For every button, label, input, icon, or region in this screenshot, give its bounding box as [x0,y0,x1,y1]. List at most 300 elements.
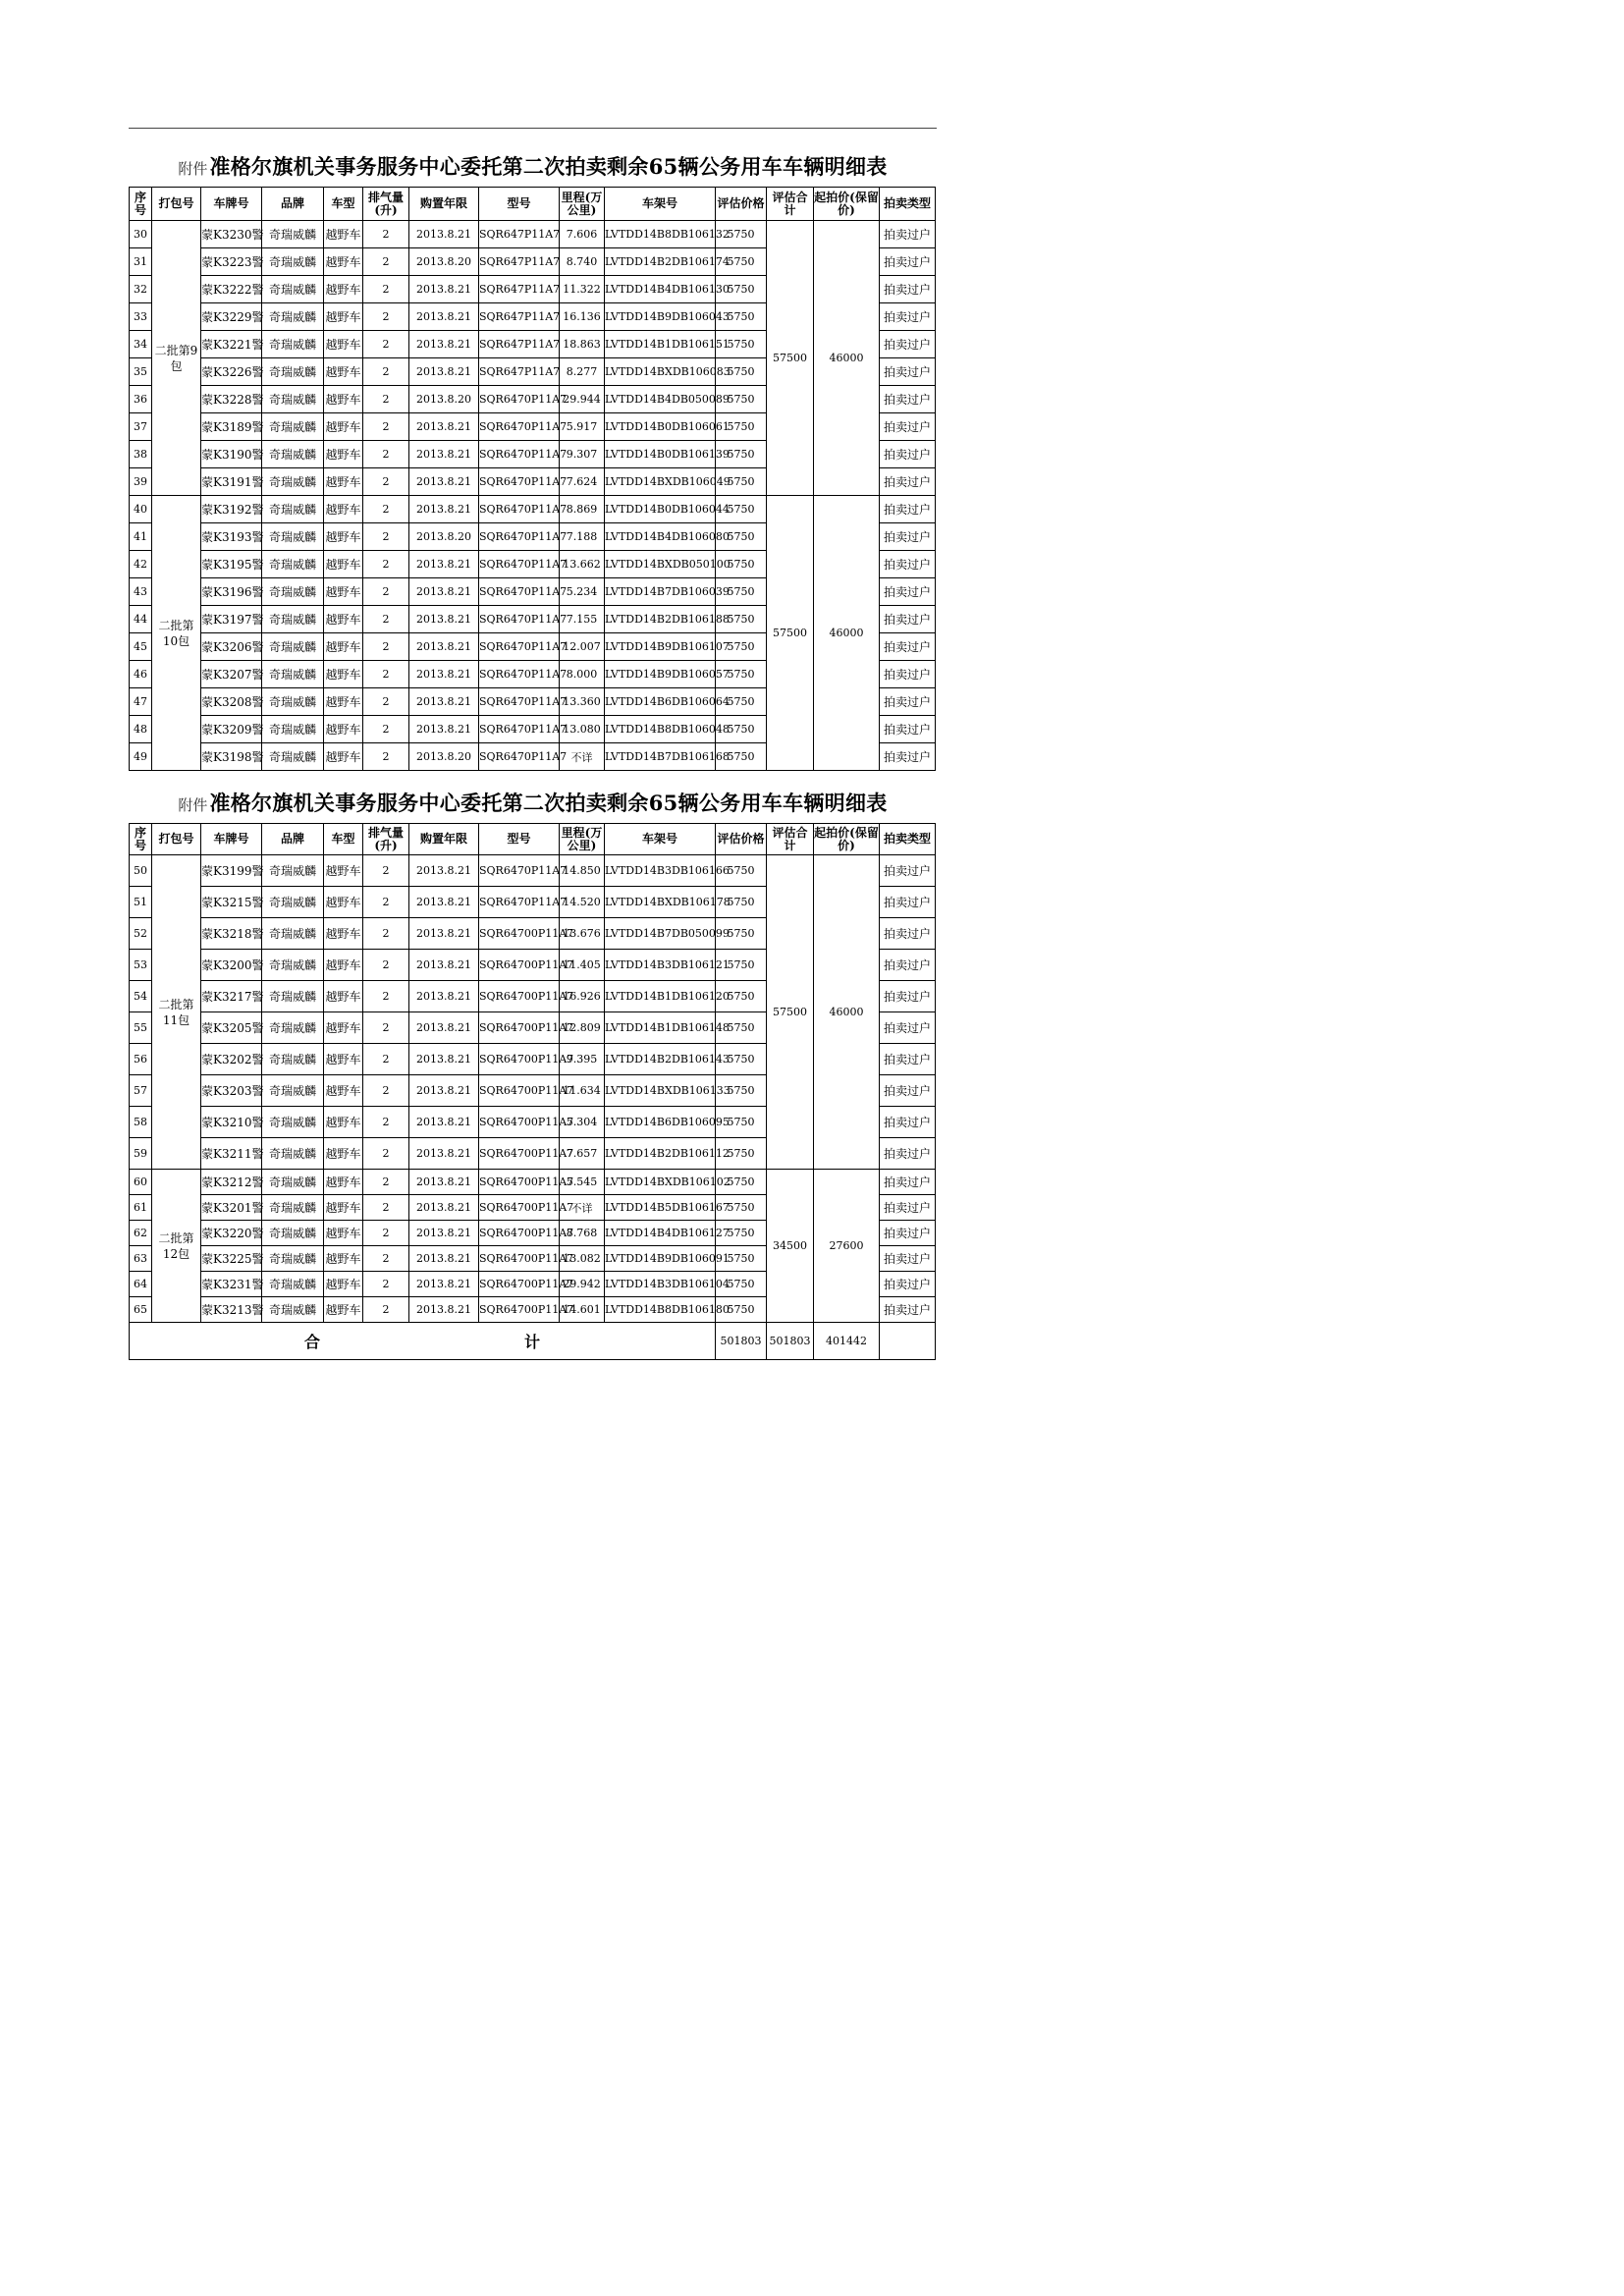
purchase-date-cell: 2013.8.21 [409,887,479,918]
brand-cell: 奇瑞威麟 [262,633,324,661]
displacement-cell: 2 [363,331,409,358]
auction-type-cell: 拍卖过户 [880,1195,936,1221]
seq-cell: 50 [130,855,152,887]
brand-cell: 奇瑞威麟 [262,248,324,276]
model-cell: SQR6470P11A7 [479,743,560,771]
type-cell: 越野车 [324,716,363,743]
vin-cell: LVTDD14B6DB106095 [605,1107,716,1138]
purchase-date-cell: 2013.8.21 [409,1075,479,1107]
displacement-cell: 2 [363,386,409,413]
header-brand: 品牌 [262,824,324,855]
header-price: 评估价格 [716,188,767,221]
purchase-date-cell: 2013.8.21 [409,578,479,606]
eval-price-cell: 5750 [716,248,767,276]
model-cell: SQR647P11A7 [479,276,560,303]
type-cell: 越野车 [324,1012,363,1044]
seq-cell: 43 [130,578,152,606]
eval-price-cell: 5750 [716,1170,767,1195]
purchase-date-cell: 2013.8.21 [409,303,479,331]
type-cell: 越野车 [324,413,363,441]
displacement-cell: 2 [363,1246,409,1272]
eval-price-cell: 5750 [716,1195,767,1221]
vin-cell: LVTDD14BXDB106049 [605,468,716,496]
purchase-date-cell: 2013.8.21 [409,661,479,688]
vin-cell: LVTDD14B9DB106107 [605,633,716,661]
model-cell: SQR64700P11A7 [479,950,560,981]
brand-cell: 奇瑞威麟 [262,358,324,386]
auction-type-cell: 拍卖过户 [880,441,936,468]
header-date: 购置年限 [409,188,479,221]
plate-cell: 蒙K3230警 [201,221,262,248]
seq-cell: 63 [130,1246,152,1272]
document-title-1 [129,151,937,181]
mileage-cell: 不详 [560,1195,605,1221]
brand-cell: 奇瑞威麟 [262,918,324,950]
purchase-date-cell: 2013.8.21 [409,441,479,468]
displacement-cell: 2 [363,918,409,950]
header-disp: 排气量(升) [363,188,409,221]
displacement-cell: 2 [363,248,409,276]
header-sum: 评估合计 [767,188,814,221]
vin-cell: LVTDD14BXDB106083 [605,358,716,386]
auction-type-cell: 拍卖过户 [880,523,936,551]
seq-cell: 59 [130,1138,152,1170]
eval-price-cell: 5750 [716,413,767,441]
plate-cell: 蒙K3222警 [201,276,262,303]
header-vin: 车架号 [605,188,716,221]
eval-price-cell: 5750 [716,633,767,661]
eval-price-cell: 5750 [716,331,767,358]
seq-cell: 31 [130,248,152,276]
eval-price-cell: 5750 [716,688,767,716]
eval-total-cell: 34500 [767,1170,814,1323]
model-cell: SQR64700P11A7 [479,981,560,1012]
plate-cell: 蒙K3195警 [201,551,262,578]
eval-price-cell: 5750 [716,358,767,386]
mileage-cell: 13.360 [560,688,605,716]
plate-cell: 蒙K3206警 [201,633,262,661]
vin-cell: LVTDD14B0DB106044 [605,496,716,523]
auction-type-cell: 拍卖过户 [880,1107,936,1138]
title-main: 准格尔旗机关事务服务中心委托第二次拍卖剩余65辆公务用车车辆明细表 [209,791,888,815]
displacement-cell: 2 [363,1297,409,1323]
type-cell: 越野车 [324,303,363,331]
mileage-cell: 7.606 [560,221,605,248]
mileage-cell: 8.869 [560,496,605,523]
vin-cell: LVTDD14B3DB106121 [605,950,716,981]
model-cell: SQR64700P11A7 [479,1044,560,1075]
model-cell: SQR64700P11A7 [479,1075,560,1107]
model-cell: SQR6470P11A7 [479,496,560,523]
mileage-cell: 18.863 [560,331,605,358]
header-mileage: 里程(万公里) [560,824,605,855]
mileage-cell: 不详 [560,743,605,771]
auction-type-cell: 拍卖过户 [880,1221,936,1246]
model-cell: SQR647P11A7 [479,248,560,276]
purchase-date-cell: 2013.8.21 [409,1195,479,1221]
plate-cell: 蒙K3198警 [201,743,262,771]
displacement-cell: 2 [363,1272,409,1297]
table-row [130,855,936,887]
auction-type-cell: 拍卖过户 [880,743,936,771]
table-header-row [130,824,936,855]
mileage-cell: 8.000 [560,661,605,688]
auction-type-cell: 拍卖过户 [880,855,936,887]
auction-type-cell: 拍卖过户 [880,1246,936,1272]
purchase-date-cell: 2013.8.21 [409,716,479,743]
vin-cell: LVTDD14B1DB106120 [605,981,716,1012]
purchase-date-cell: 2013.8.21 [409,1138,479,1170]
plate-cell: 蒙K3211警 [201,1138,262,1170]
purchase-date-cell: 2013.8.21 [409,950,479,981]
eval-price-cell: 5750 [716,1246,767,1272]
table-row [130,1170,936,1195]
type-cell: 越野车 [324,523,363,551]
displacement-cell: 2 [363,413,409,441]
auction-type-cell: 拍卖过户 [880,1012,936,1044]
total-row [130,1323,936,1360]
plate-cell: 蒙K3205警 [201,1012,262,1044]
seq-cell: 54 [130,981,152,1012]
header-seq: 序号 [130,824,152,855]
brand-cell: 奇瑞威麟 [262,221,324,248]
plate-cell: 蒙K3225警 [201,1246,262,1272]
seq-cell: 42 [130,551,152,578]
type-cell: 越野车 [324,358,363,386]
eval-price-cell: 5750 [716,743,767,771]
purchase-date-cell: 2013.8.21 [409,1297,479,1323]
model-cell: SQR6470P11A7 [479,887,560,918]
brand-cell: 奇瑞威麟 [262,716,324,743]
auction-type-cell: 拍卖过户 [880,887,936,918]
type-cell: 越野车 [324,633,363,661]
model-cell: SQR6470P11A7 [479,386,560,413]
seq-cell: 61 [130,1195,152,1221]
vin-cell: LVTDD14BXDB106178 [605,887,716,918]
displacement-cell: 2 [363,1170,409,1195]
mileage-cell: 13.662 [560,551,605,578]
total-eval-sum: 501803 [767,1323,814,1360]
model-cell: SQR6470P11A7 [479,523,560,551]
type-cell: 越野车 [324,1107,363,1138]
displacement-cell: 2 [363,221,409,248]
displacement-cell: 2 [363,523,409,551]
vin-cell: LVTDD14B1DB106151 [605,331,716,358]
table-row [130,221,936,248]
brand-cell: 奇瑞威麟 [262,981,324,1012]
purchase-date-cell: 2013.8.20 [409,523,479,551]
displacement-cell: 2 [363,1044,409,1075]
brand-cell: 奇瑞威麟 [262,523,324,551]
type-cell: 越野车 [324,950,363,981]
vehicle-table-1 [129,187,936,771]
purchase-date-cell: 2013.8.21 [409,468,479,496]
displacement-cell: 2 [363,1075,409,1107]
type-cell: 越野车 [324,1170,363,1195]
seq-cell: 53 [130,950,152,981]
mileage-cell: 7.155 [560,606,605,633]
seq-cell: 44 [130,606,152,633]
seq-cell: 62 [130,1221,152,1246]
vin-cell: LVTDD14B7DB106168 [605,743,716,771]
auction-type-cell: 拍卖过户 [880,1044,936,1075]
eval-price-cell: 5750 [716,855,767,887]
brand-cell: 奇瑞威麟 [262,276,324,303]
model-cell: SQR64700P11A7 [479,1138,560,1170]
type-cell: 越野车 [324,1044,363,1075]
plate-cell: 蒙K3229警 [201,303,262,331]
vin-cell: LVTDD14B6DB106064 [605,688,716,716]
mileage-cell: 16.926 [560,981,605,1012]
vin-cell: LVTDD14B7DB106039 [605,578,716,606]
purchase-date-cell: 2013.8.21 [409,1044,479,1075]
model-cell: SQR64700P11A7 [479,1297,560,1323]
mileage-cell: 5.545 [560,1170,605,1195]
mileage-cell: 29.942 [560,1272,605,1297]
auction-type-cell: 拍卖过户 [880,358,936,386]
start-price-cell: 46000 [814,855,880,1170]
type-cell: 越野车 [324,1138,363,1170]
purchase-date-cell: 2013.8.21 [409,981,479,1012]
type-cell: 越野车 [324,981,363,1012]
model-cell: SQR64700P11A7 [479,1107,560,1138]
auction-type-cell: 拍卖过户 [880,1297,936,1323]
eval-price-cell: 5750 [716,606,767,633]
displacement-cell: 2 [363,688,409,716]
vin-cell: LVTDD14B7DB050099 [605,918,716,950]
package-cell: 二批第10包 [152,496,201,771]
vin-cell: LVTDD14B5DB106167 [605,1195,716,1221]
mileage-cell: 7.624 [560,468,605,496]
total-label-he: 合 [304,1333,321,1351]
vehicle-table-2 [129,823,936,1360]
displacement-cell: 2 [363,578,409,606]
mileage-cell: 5.917 [560,413,605,441]
type-cell: 越野车 [324,743,363,771]
title-prefix: 附件 [178,160,208,178]
header-auction: 拍卖类型 [880,188,936,221]
header-type: 车型 [324,188,363,221]
eval-price-cell: 5750 [716,887,767,918]
model-cell: SQR647P11A7 [479,303,560,331]
model-cell: SQR6470P11A7 [479,413,560,441]
mileage-cell: 8.740 [560,248,605,276]
eval-price-cell: 5750 [716,386,767,413]
model-cell: SQR647P11A7 [479,331,560,358]
brand-cell: 奇瑞威麟 [262,578,324,606]
displacement-cell: 2 [363,950,409,981]
brand-cell: 奇瑞威麟 [262,1195,324,1221]
type-cell: 越野车 [324,496,363,523]
brand-cell: 奇瑞威麟 [262,303,324,331]
vin-cell: LVTDD14B3DB106166 [605,855,716,887]
type-cell: 越野车 [324,468,363,496]
header-disp: 排气量(升) [363,824,409,855]
seq-cell: 37 [130,413,152,441]
brand-cell: 奇瑞威麟 [262,1170,324,1195]
package-cell: 二批第12包 [152,1170,201,1323]
mileage-cell: 13.082 [560,1246,605,1272]
type-cell: 越野车 [324,887,363,918]
total-eval-price: 501803 [716,1323,767,1360]
auction-type-cell: 拍卖过户 [880,633,936,661]
eval-price-cell: 5750 [716,918,767,950]
brand-cell: 奇瑞威麟 [262,950,324,981]
header-brand: 品牌 [262,188,324,221]
vin-cell: LVTDD14B9DB106043 [605,303,716,331]
plate-cell: 蒙K3212警 [201,1170,262,1195]
seq-cell: 32 [130,276,152,303]
vin-cell: LVTDD14BXDB106102 [605,1170,716,1195]
type-cell: 越野车 [324,1195,363,1221]
brand-cell: 奇瑞威麟 [262,688,324,716]
seq-cell: 30 [130,221,152,248]
type-cell: 越野车 [324,1272,363,1297]
type-cell: 越野车 [324,688,363,716]
plate-cell: 蒙K3200警 [201,950,262,981]
brand-cell: 奇瑞威麟 [262,551,324,578]
auction-type-cell: 拍卖过户 [880,716,936,743]
mileage-cell: 16.136 [560,303,605,331]
document-title-2 [129,788,937,817]
plate-cell: 蒙K3191警 [201,468,262,496]
vin-cell: LVTDD14B2DB106188 [605,606,716,633]
type-cell: 越野车 [324,855,363,887]
plate-cell: 蒙K3192警 [201,496,262,523]
purchase-date-cell: 2013.8.21 [409,606,479,633]
package-cell: 二批第11包 [152,855,201,1170]
eval-price-cell: 5750 [716,523,767,551]
displacement-cell: 2 [363,855,409,887]
eval-price-cell: 5750 [716,1138,767,1170]
auction-type-cell: 拍卖过户 [880,276,936,303]
auction-type-cell: 拍卖过户 [880,331,936,358]
mileage-cell: 13.080 [560,716,605,743]
plate-cell: 蒙K3202警 [201,1044,262,1075]
purchase-date-cell: 2013.8.21 [409,688,479,716]
eval-total-cell: 57500 [767,496,814,771]
displacement-cell: 2 [363,981,409,1012]
displacement-cell: 2 [363,661,409,688]
type-cell: 越野车 [324,331,363,358]
header-pack: 打包号 [152,188,201,221]
brand-cell: 奇瑞威麟 [262,743,324,771]
header-pack: 打包号 [152,824,201,855]
header-vin: 车架号 [605,824,716,855]
brand-cell: 奇瑞威麟 [262,441,324,468]
plate-cell: 蒙K3203警 [201,1075,262,1107]
brand-cell: 奇瑞威麟 [262,468,324,496]
auction-type-cell: 拍卖过户 [880,1075,936,1107]
eval-price-cell: 5750 [716,716,767,743]
model-cell: SQR6470P11A7 [479,606,560,633]
purchase-date-cell: 2013.8.21 [409,1246,479,1272]
purchase-date-cell: 2013.8.21 [409,331,479,358]
displacement-cell: 2 [363,358,409,386]
mileage-cell: 13.676 [560,918,605,950]
model-cell: SQR64700P11A7 [479,1170,560,1195]
plate-cell: 蒙K3231警 [201,1272,262,1297]
plate-cell: 蒙K3221警 [201,331,262,358]
plate-cell: 蒙K3213警 [201,1297,262,1323]
auction-type-cell: 拍卖过户 [880,1170,936,1195]
type-cell: 越野车 [324,578,363,606]
purchase-date-cell: 2013.8.21 [409,1170,479,1195]
auction-type-cell: 拍卖过户 [880,413,936,441]
eval-price-cell: 5750 [716,1272,767,1297]
vin-cell: LVTDD14B9DB106057 [605,661,716,688]
total-label-cell [130,1323,716,1360]
purchase-date-cell: 2013.8.20 [409,386,479,413]
mileage-cell: 9.395 [560,1044,605,1075]
seq-cell: 65 [130,1297,152,1323]
vin-cell: LVTDD14B2DB106112 [605,1138,716,1170]
displacement-cell: 2 [363,1107,409,1138]
brand-cell: 奇瑞威麟 [262,661,324,688]
seq-cell: 47 [130,688,152,716]
vin-cell: LVTDD14B3DB106104 [605,1272,716,1297]
displacement-cell: 2 [363,276,409,303]
mileage-cell: 11.405 [560,950,605,981]
package-cell: 二批第9包 [152,221,201,496]
mileage-cell: 14.601 [560,1297,605,1323]
header-auction: 拍卖类型 [880,824,936,855]
brand-cell: 奇瑞威麟 [262,1272,324,1297]
mileage-cell: 14.520 [560,887,605,918]
mileage-cell: 12.007 [560,633,605,661]
plate-cell: 蒙K3189警 [201,413,262,441]
seq-cell: 45 [130,633,152,661]
total-auction-empty [880,1323,936,1360]
model-cell: SQR64700P11A7 [479,1221,560,1246]
mileage-cell: 7.188 [560,523,605,551]
vin-cell: LVTDD14B1DB106148 [605,1012,716,1044]
model-cell: SQR647P11A7 [479,221,560,248]
eval-price-cell: 5750 [716,276,767,303]
vin-cell: LVTDD14B4DB106080 [605,523,716,551]
vin-cell: LVTDD14BXDB106133 [605,1075,716,1107]
type-cell: 越野车 [324,221,363,248]
mileage-cell: 11.322 [560,276,605,303]
mileage-cell: 11.634 [560,1075,605,1107]
purchase-date-cell: 2013.8.21 [409,276,479,303]
model-cell: SQR6470P11A7 [479,716,560,743]
seq-cell: 58 [130,1107,152,1138]
mileage-cell: 8.768 [560,1221,605,1246]
displacement-cell: 2 [363,1012,409,1044]
purchase-date-cell: 2013.8.21 [409,855,479,887]
auction-type-cell: 拍卖过户 [880,303,936,331]
brand-cell: 奇瑞威麟 [262,887,324,918]
vin-cell: LVTDD14B8DB106180 [605,1297,716,1323]
purchase-date-cell: 2013.8.21 [409,918,479,950]
plate-cell: 蒙K3208警 [201,688,262,716]
vin-cell: LVTDD14B2DB106143 [605,1044,716,1075]
header-model: 型号 [479,824,560,855]
eval-total-cell: 57500 [767,855,814,1170]
displacement-cell: 2 [363,496,409,523]
mileage-cell: 14.850 [560,855,605,887]
eval-price-cell: 5750 [716,1044,767,1075]
purchase-date-cell: 2013.8.20 [409,743,479,771]
start-price-cell: 46000 [814,496,880,771]
model-cell: SQR6470P11A7 [479,551,560,578]
brand-cell: 奇瑞威麟 [262,1246,324,1272]
plate-cell: 蒙K3197警 [201,606,262,633]
plate-cell: 蒙K3223警 [201,248,262,276]
purchase-date-cell: 2013.8.21 [409,413,479,441]
mileage-cell: 7.657 [560,1138,605,1170]
